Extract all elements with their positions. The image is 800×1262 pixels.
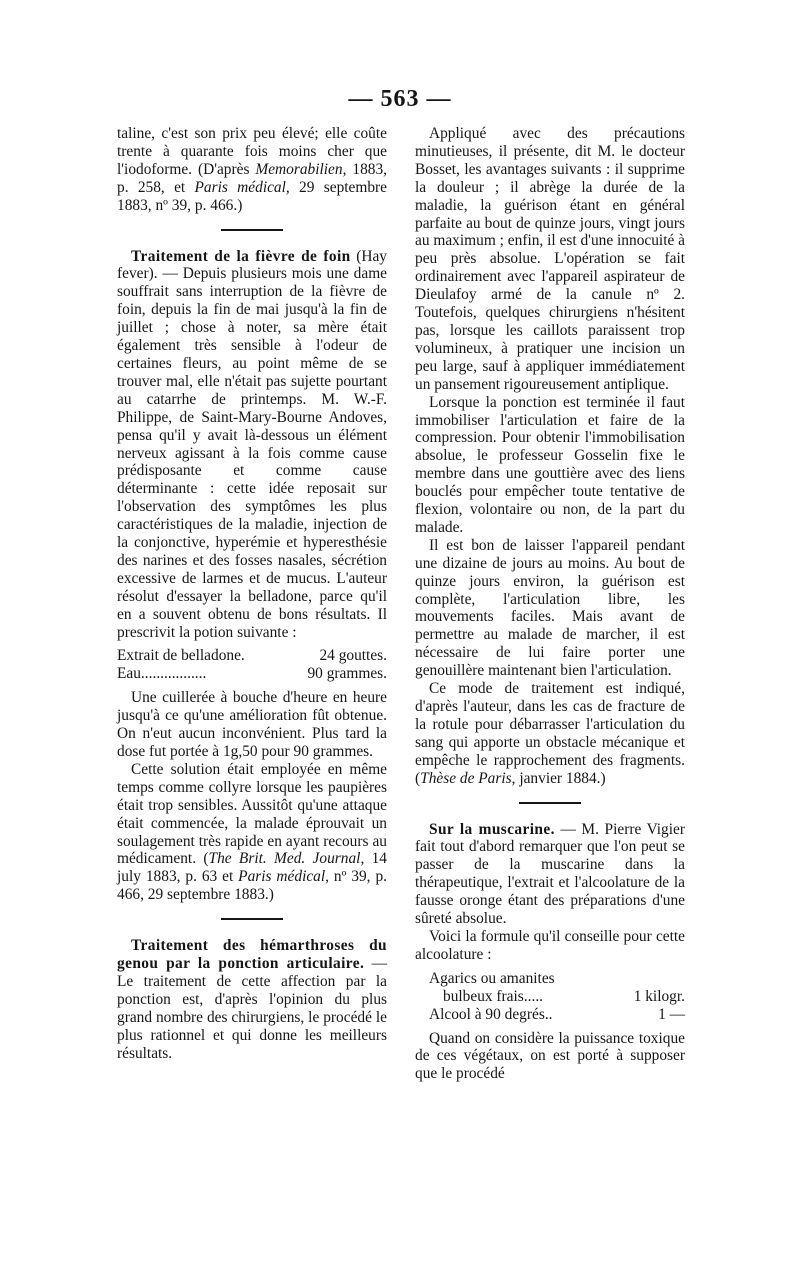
recipe-line: Alcool à 90 degrés.. 1 — [429,1005,685,1023]
recipe-line: Agarics ou amanites [429,969,555,987]
paragraph: Une cuillerée à bouche d'heure en heure jusqu'à ce qu'une amélioration fût obtenue. On n'eut aucun inconvénient. Plus tard la dose fut portée à 1g,50 pour 90 grammes. [117,689,387,760]
recipe-line: Extrait de belladone. 24 gouttes. [117,647,387,665]
section-divider [221,918,283,920]
paragraph: Appliqué avec des précautions minutieuses, il présente, dit M. le docteur Bosset, les avantages suivants : il supprime la douleur ; il abrège la durée de la maladie, la guérison étant en général parfaite au bout de quinze jours, vingt jours au maximum ; enfin, il est d'une innocuité à peu près absolue. L'opération se fait ordinairement avec l'appareil aspirateur de Dieulafoy armé de la canule nº 2. Toutefois, quelques chirurgiens n'hésitent pas, lorsque les caillots paraissent trop volumineux, à pratiquer une incision un peu large, sauf à appliquer immédiatement un pansement rigoureusement antiplique. [415,125,685,393]
right-column [415,125,685,1083]
alcoolature-recipe [415,970,685,1024]
section-divider [221,229,283,231]
recipe-line: bulbeux frais..... 1 kilogr. [443,987,685,1005]
paragraph: Il est bon de laisser l'appareil pendant une dizaine de jours au moins. Au bout de quinze jours environ, la guérison est complète, l'articulation libre, les mouvements faciles. Mais avant de permettre au malade de marcher, il est nécessaire de lui faire porter une genouillère maintenant bien l'articulation. [415,536,685,680]
citation-source: Memorabilien [255,160,343,178]
page-number: — 563 — [348,86,452,112]
paragraph: Cette solution était employée en même temps comme collyre lorsque les paupières était trop sensibles. Aussitôt qu'une attaque était commencée, la malade éprouvait un soulagement très rapide en ayant recours au médicament. (The Brit. Med. Journal, 14 july 1883, p. 63 et Paris médical, nº 39, p. 466, 29 septembre 1883.) [117,760,387,904]
citation-source: The Brit. Med. Journal [208,850,361,868]
section-heading: Traitement de la fièvre de foin [131,247,351,265]
citation-source: Paris médical [194,178,286,196]
section-hay-fever: Traitement de la fièvre de foin (Hay fever). — Depuis plusieurs mois une dame souffrait sans interruption de la fièvre de foin, depuis la fin de mai jusqu'à la fin de juillet ; chose à noter, sa mère était également très sensible à l'odeur de certaines fleurs, au point même de se trouver mal, elle n'était pas sujette pourtant au catarrhe de printemps. M. W.-F. Philippe, de Saint-Mary-Bourne Andoves, pensa qu'il y avait là-dessous un élément nerveux agissant à la fois comme cause prédisposante et comme cause déterminante : cette idée reposait sur l'observation des symptômes les plus caractéristiques de la maladie, injection de la conjonctive, hyperémie et hyperesthésie des narines et des fosses nasales, sécrétion excessive de larmes et de mucus. L'auteur résolut d'essayer la belladone, parce qu'il en a souvent obtenu de bons résultats. Il prescrivit la potion suivante : [117,247,387,641]
paragraph: Ce mode de traitement est indiqué, d'après l'auteur, dans les cas de fracture de la rotule pour débarrasser l'articulation du sang qui apporte un obstacle mécanique et empêche le rapprochement des fragments. (Thèse de Paris, janvier 1884.) [415,680,685,787]
section-divider [519,802,581,804]
paragraph-iodoform-note: taline, c'est son prix peu élevé; elle coûte trente à quarante fois moins cher que l'iodoforme. (D'après Memorabilien, 1883, p. 258, et Paris médical, 29 septembre 1883, nº 39, p. 466.) [117,125,388,214]
paragraph: Voici la formule qu'il conseille pour cette alcoolature : [415,927,685,963]
paragraph: Lorsque la ponction est terminée il faut immobiliser l'articulation et faire de la compression. Pour obtenir l'immobilisation absolue, le professeur Gosselin fixe le membre dans une gouttière avec des liens bouclés pour empêcher toute tentative de flexion, volontaire ou non, de la part du malade. [415,393,685,536]
section-heading: Traitement des hémarthroses du genou par la ponction articulaire. [117,937,387,973]
citation-source: Thèse de Paris [420,769,512,787]
section-muscarine: Sur la muscarine. — M. Pierre Vigier fait tout d'abord remarquer que l'on peut se passer de la muscarine dans la thérapeutique, l'extrait et l'alcoolature de la fausse oronge étant des préparations d'une sûreté absolue. [415,820,685,928]
section-heading: Sur la muscarine. [429,820,555,838]
left-column [117,125,387,1063]
recipe-line: Eau................. 90 grammes. [117,665,387,683]
belladonna-recipe [117,647,387,683]
citation-source: Paris médical [238,868,326,886]
paragraph: Quand on considère la puissance toxique de ces végétaux, on est porté à supposer que le procédé [415,1029,685,1083]
section-hemarthroses: Traitement des hémarthroses du genou par la ponction articulaire. — Le traitement de cette affection par la ponction est, d'après l'opinion du plus grand nombre des chirurgiens, le procédé le plus rationnel et qui donne les meilleurs résultats. [117,937,387,1062]
